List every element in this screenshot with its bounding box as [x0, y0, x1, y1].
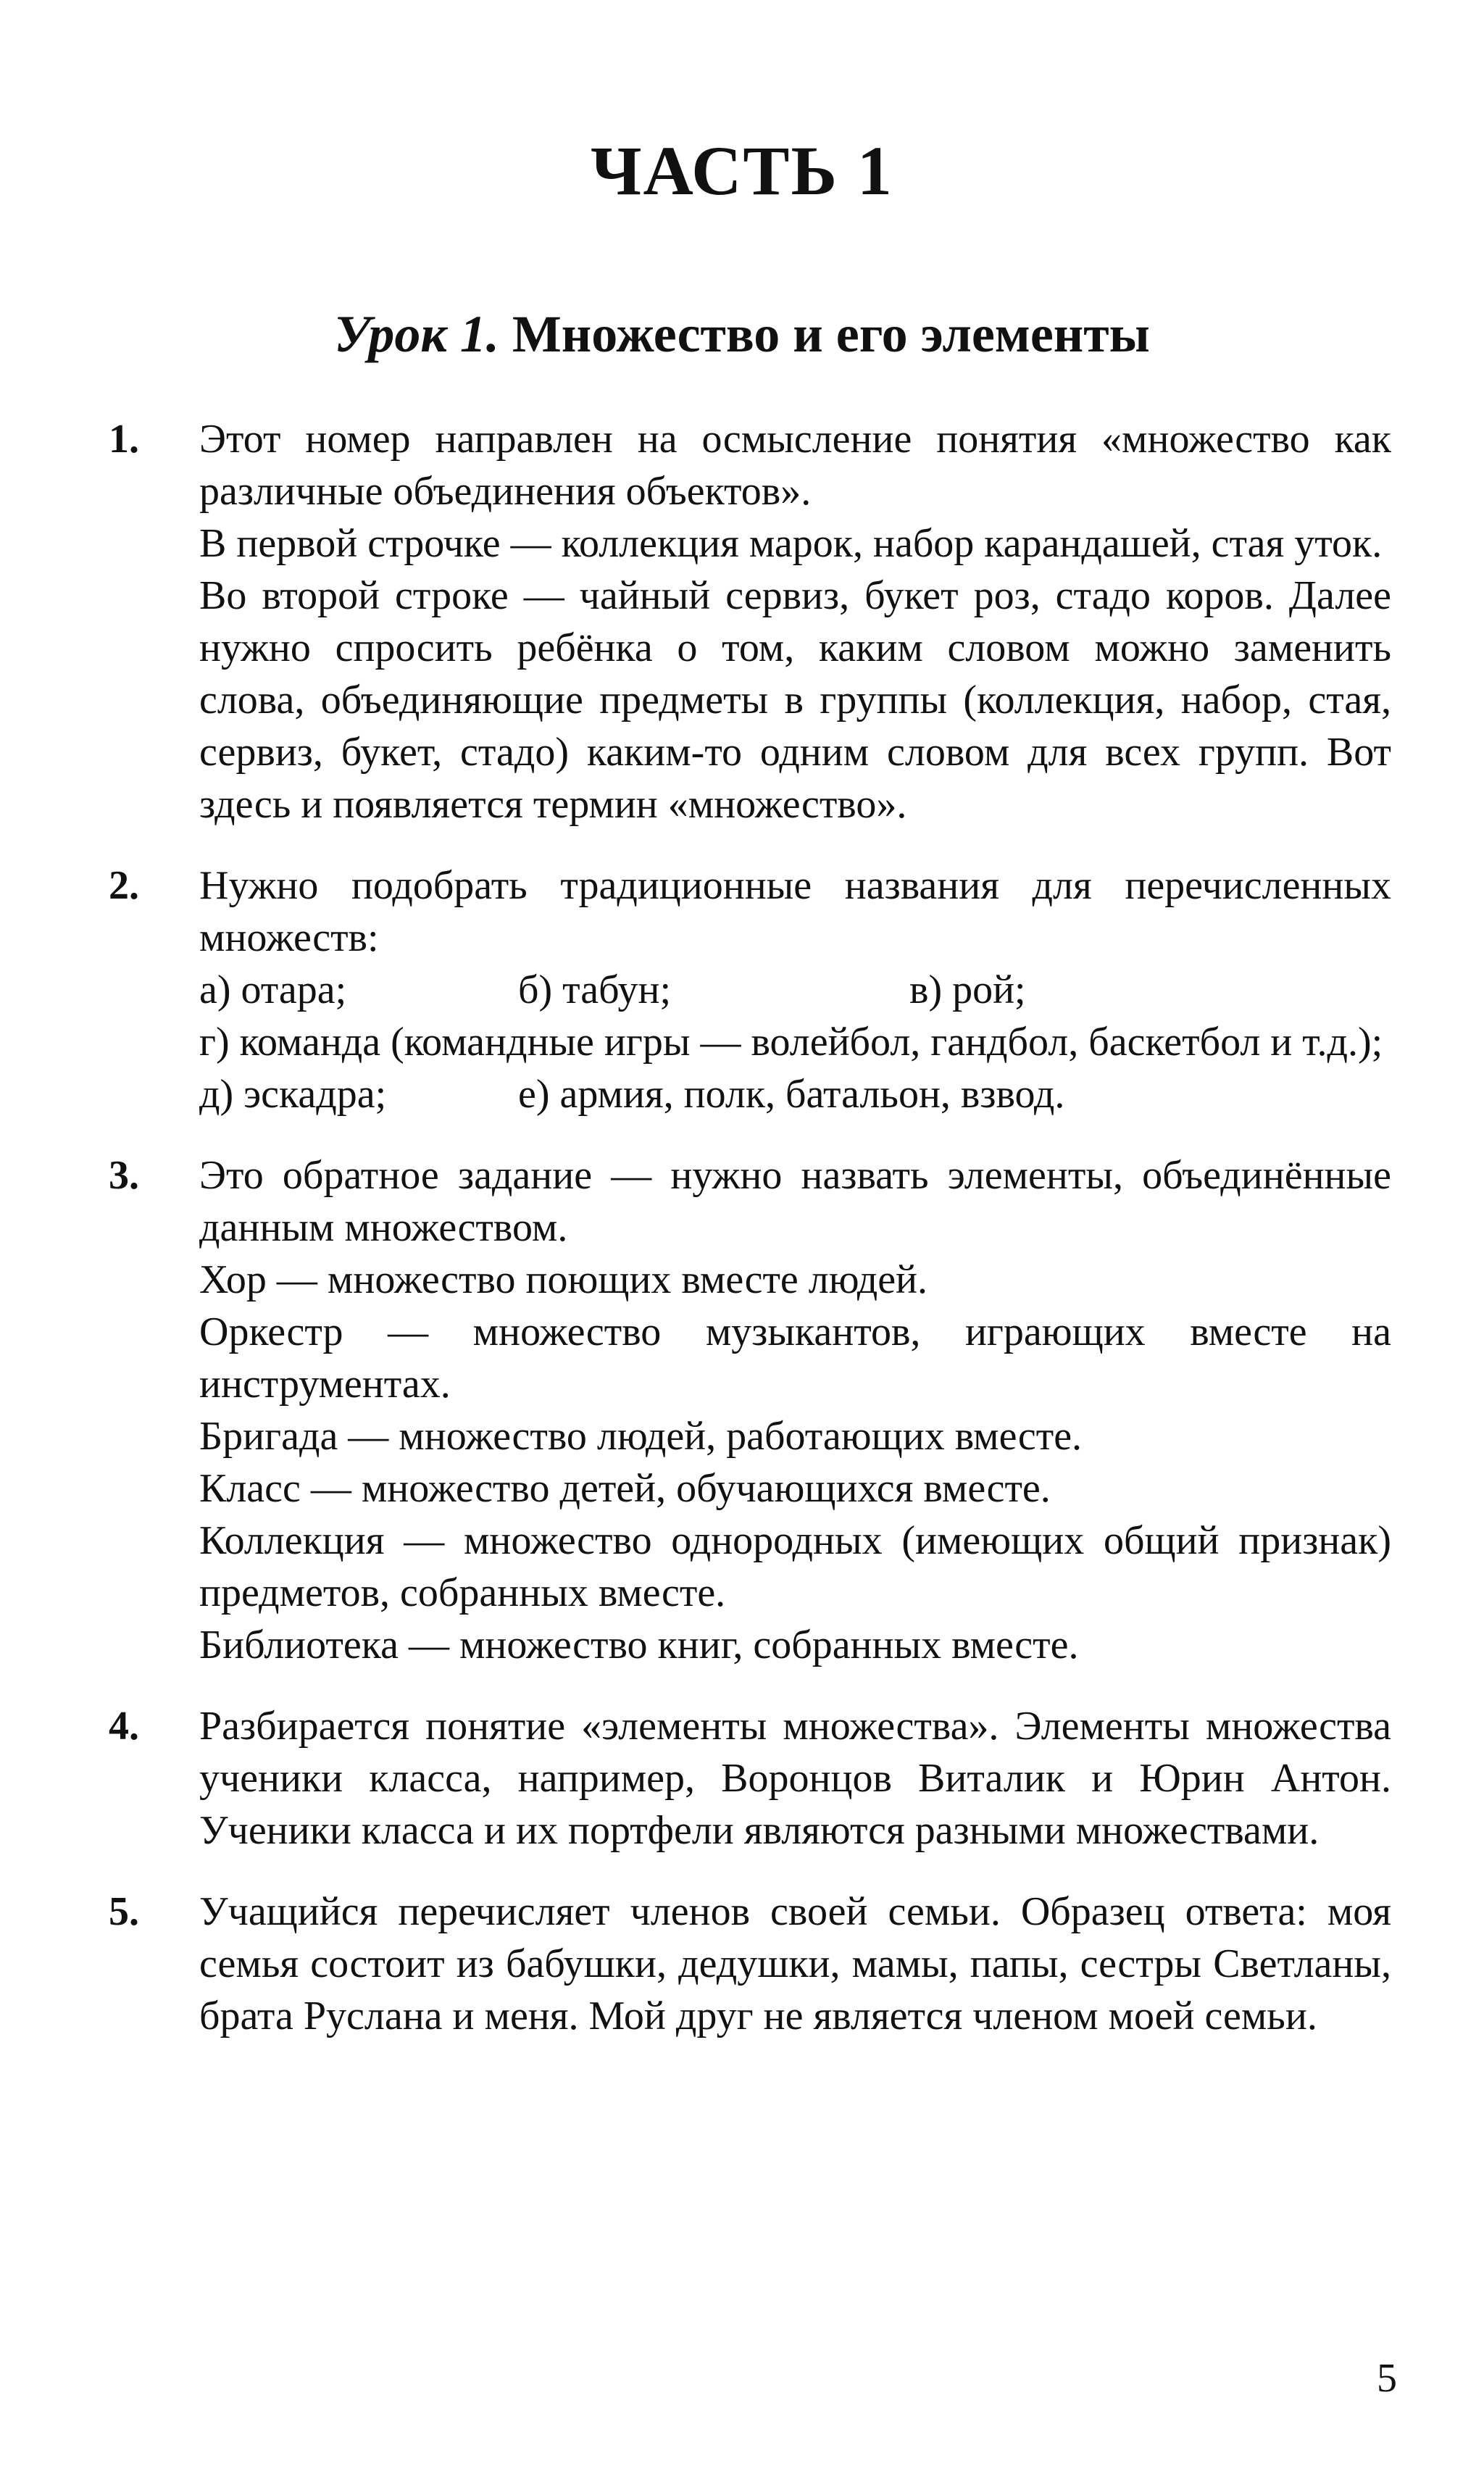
option-c: в) рой;	[909, 967, 1026, 1012]
options-row-2	[199, 1068, 1391, 1120]
lesson-name: Множество и его элементы	[512, 305, 1150, 363]
item-paragraph: Это обратное задание — нужно назвать элементы, объединённые данным множеством.	[199, 1153, 1391, 1250]
item-paragraph: Оркестр — множество музыкантов, играющих вместе на инструментах.	[199, 1309, 1391, 1407]
answer-item-2	[109, 859, 1391, 1120]
item-number: 3.	[109, 1153, 139, 1198]
option-b: б) табун;	[518, 967, 672, 1012]
item-number: 2.	[109, 863, 139, 908]
part-title: ЧАСТЬ 1	[591, 132, 893, 209]
options-row-1	[199, 964, 1391, 1016]
option-d: д) эскадра;	[199, 1072, 387, 1117]
page-number: 5	[1377, 2356, 1397, 2401]
item-paragraph: Коллекция — множество однородных (имеющих общий признак) предметов, собранных вместе.	[199, 1518, 1391, 1615]
lesson-title	[0, 304, 1484, 365]
item-paragraph: Нужно подобрать традиционные названия для перечисленных множеств:	[199, 863, 1391, 960]
item-paragraph: Бригада — множество людей, работающих вместе.	[199, 1414, 1083, 1459]
option-g: г) команда (командные игры — волейбол, гандбол, баскетбол и т.д.);	[199, 1020, 1383, 1065]
item-paragraph: Библиотека — множество книг, собранных вместе.	[199, 1623, 1079, 1667]
item-paragraph: Во второй строке — чайный сервиз, букет роз, стадо коров. Далее нужно спросить ребёнка о том, каким словом можно заменить слова, объединяющие предметы в группы (коллекция, набор, стая, сервиз, букет, стадо) каким-то одним словом для всех групп. Вот здесь и появляется термин «множество».	[199, 573, 1391, 827]
answer-item-4	[109, 1700, 1391, 1857]
item-paragraph: Этот номер направлен на осмысление понятия «множество как различные объединения объектов».	[199, 417, 1391, 514]
answer-item-1	[109, 413, 1391, 830]
item-number: 1.	[109, 417, 139, 462]
item-paragraph: Хор — множество поющих вместе людей.	[199, 1257, 928, 1302]
item-paragraph: В первой строчке — коллекция марок, набор карандашей, стая уток.	[199, 521, 1383, 566]
option-a: а) отара;	[199, 967, 347, 1012]
item-number: 4.	[109, 1704, 139, 1749]
item-paragraph: Учащийся перечисляет членов своей семьи. Образец ответа: моя семья состоит из бабушки, дедушки, мамы, папы, сестры Светланы, брата Руслана и меня. Мой друг не является членом моей семьи.	[199, 1889, 1391, 2038]
lesson-prefix: Урок 1.	[334, 305, 499, 363]
answer-item-3	[109, 1149, 1391, 1671]
item-paragraph: Разбирается понятие «элементы множества». Элементы множества ученики класса, например, Воронцов Виталик и Юрин Антон. Ученики класса и их портфели являются разными множествами.	[199, 1704, 1391, 1853]
answer-item-5	[109, 1886, 1391, 2042]
answer-list	[109, 413, 1391, 2071]
item-paragraph: Класс — множество детей, обучающихся вместе.	[199, 1466, 1051, 1511]
item-number: 5.	[109, 1889, 139, 1934]
option-e: е) армия, полк, батальон, взвод.	[518, 1072, 1065, 1117]
